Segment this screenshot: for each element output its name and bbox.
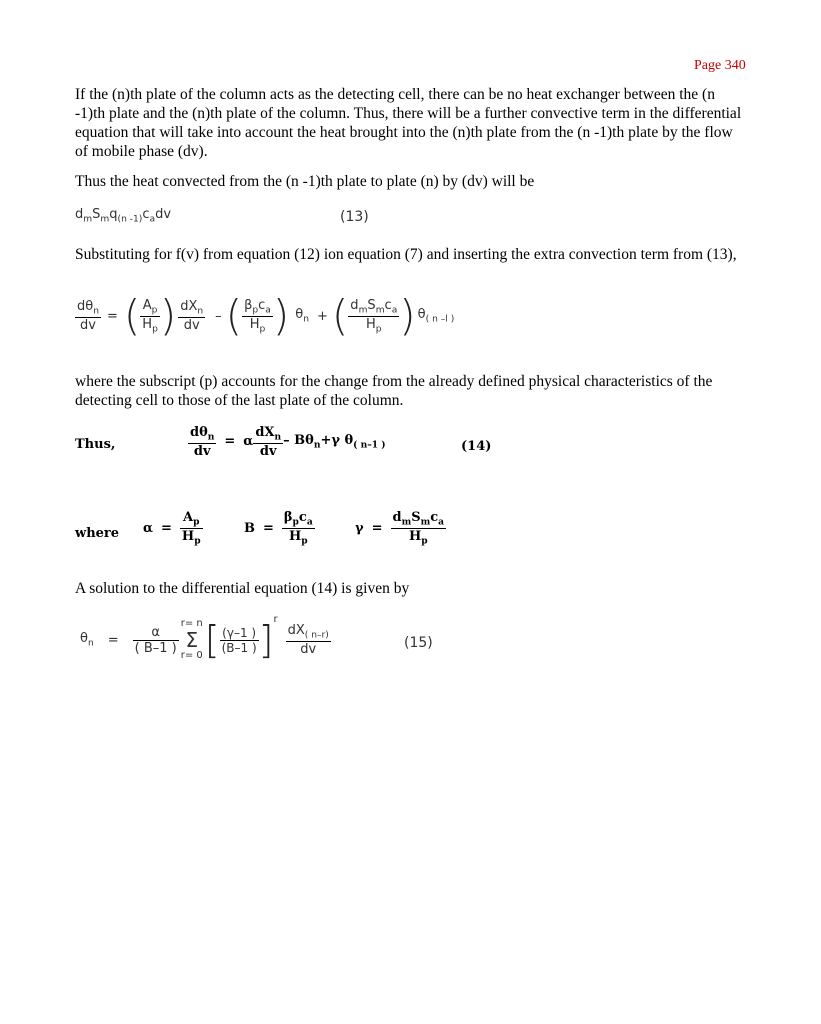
- paragraph-substituting: Substituting for f(v) from equation (12) ion equation (7) and inserting the extra convection term from (13),: [75, 246, 737, 263]
- alpha-definition: α = $\frac{A_p}{H_p}$: [143, 510, 201, 547]
- eq14-dx-fraction: $\frac{dX_n}{dv}$: [255, 425, 282, 459]
- ap-over-hp-fraction: $\frac{A_p}{H_p}$: [142, 297, 158, 335]
- equation-14-number: (14): [461, 439, 492, 454]
- paragraph-intro: If the (n)th plate of the column acts as the detecting cell, there can be no heat exchanger between the (n -1)th plate and the (n)th plate of the column. Thus, there will be a further convective term in the differential equation that will take into account the heat brought into the (n)th plate from the (n -1)th plate by the flow of mobile phase (dv).: [75, 86, 742, 160]
- page-number: Page 340: [694, 58, 746, 73]
- paragraph-heat-convected: Thus the heat convected from the (n -1)th plate to plate (n) by (dv) will be: [75, 173, 535, 190]
- thus-label: Thus,: [75, 437, 116, 452]
- gamma-over-b-fraction: $\frac{(\gamma-1 )}{(B-1 )}$: [221, 625, 257, 655]
- gamma-fraction: $\frac{d_mS_mc_a}{H_p}$: [350, 297, 398, 335]
- equation-13-number: (13): [340, 209, 369, 225]
- where-label: where: [75, 526, 120, 541]
- paragraph-solution: A solution to the differential equation (14) is given by: [75, 580, 410, 597]
- equation-14: $\frac{d\theta_n}{dv}$ = α $\frac{dX_n}{dv}$ – $B\theta_n$ +γ $\theta_{( n-1 )}$: [190, 425, 386, 459]
- beta-fraction: $\frac{\beta_pc_a}{H_p}$: [244, 297, 271, 335]
- gamma-definition: γ = $\frac{d_mS_mc_a}{H_p}$: [355, 510, 445, 547]
- lhs-fraction: $\frac{d\theta_n}{dv}$: [77, 299, 99, 333]
- dxn-over-dv-fraction: $\frac{dX_n}{dv}$: [180, 299, 204, 333]
- equation-15: $\theta_n$ = $\frac{\alpha}{( B-1 )}$ r= n Σ r= 0 [ $\frac{(\gamma-1 )}{(B-1 )}$ ] r $\frac{dX_{( n-r)}}{dv}$: [80, 614, 329, 662]
- dx-n-minus-r-fraction: $\frac{dX_{( n-r)}}{dv}$: [287, 623, 329, 657]
- alpha-over-b-fraction: $\frac{\alpha}{( B-1 )}$: [134, 624, 177, 656]
- equation-13: $d_mS_mq_{(n -1)}c_adv$: [75, 207, 172, 225]
- eq14-lhs-fraction: $\frac{d\theta_n}{dv}$: [190, 425, 215, 459]
- equation-substituted: $\frac{d\theta_n}{dv}$ = ( $\frac{A_p}{H_p}$ ) $\frac{dX_n}{dv}$ – ( $\frac{\beta_pc_a}{H_p}$ ) $\theta_n$ + ( $\frac{d_mS_mc_a}{H_p}$ ) $\theta_{( n -l )}$: [77, 291, 455, 340]
- summation: r= n Σ r= 0: [180, 618, 203, 661]
- equation-15-number: (15): [404, 635, 433, 651]
- b-definition: B = $\frac{\beta_pc_a}{H_p}$: [244, 510, 313, 547]
- paragraph-subscript-p: where the subscript (p) accounts for the change from the already defined physical characteristics of the detecting cell to those of the last plate of the column.: [75, 373, 713, 409]
